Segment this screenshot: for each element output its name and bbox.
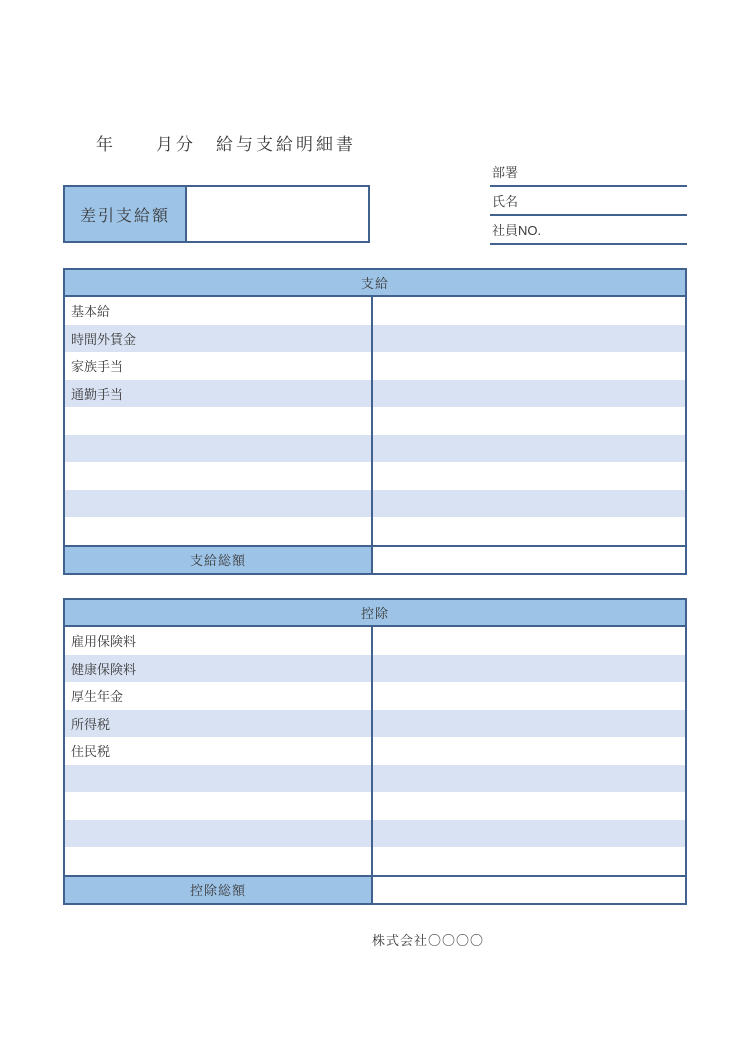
deduction-row-label: 所得税 [65, 710, 373, 738]
payment-row-label: 家族手当 [65, 352, 373, 380]
payment-row-label [65, 435, 373, 463]
payment-row-empty [65, 407, 685, 435]
deduction-row-empty [65, 792, 685, 820]
employee-info [490, 158, 687, 245]
deduction-row-value[interactable] [373, 655, 685, 683]
deduction-table [63, 598, 687, 905]
payment-total-value[interactable] [373, 547, 685, 573]
payment-row-label: 通勤手当 [65, 380, 373, 408]
payment-row-base-salary [65, 297, 685, 325]
deduction-row-health-insurance [65, 655, 685, 683]
payment-row-empty [65, 435, 685, 463]
payment-row-value[interactable] [373, 407, 685, 435]
deduction-row-label [65, 765, 373, 793]
deduction-row-pension [65, 682, 685, 710]
name-label: 氏名 [492, 194, 519, 209]
payment-row-value[interactable] [373, 517, 685, 545]
deduction-row-label [65, 847, 373, 875]
payment-row-overtime [65, 325, 685, 353]
employee-no-label: 社員NO. [492, 223, 542, 238]
deduction-row-empty [65, 765, 685, 793]
payment-row-value[interactable] [373, 462, 685, 490]
name-field [490, 187, 687, 216]
deduction-row-value[interactable] [373, 737, 685, 765]
deduction-row-value[interactable] [373, 710, 685, 738]
deduction-row-label: 雇用保険料 [65, 627, 373, 655]
payment-row-label [65, 407, 373, 435]
department-value[interactable] [518, 158, 687, 185]
employee-no-value[interactable] [541, 216, 687, 243]
payment-row-label [65, 490, 373, 518]
department-label: 部署 [492, 165, 519, 180]
payment-table [63, 268, 687, 575]
payment-row-label: 基本給 [65, 297, 373, 325]
deduction-row-resident-tax [65, 737, 685, 765]
deduction-total-row [65, 875, 685, 903]
payment-row-value[interactable] [373, 297, 685, 325]
payment-row-label [65, 517, 373, 545]
payment-row-empty [65, 490, 685, 518]
deduction-row-empty [65, 820, 685, 848]
name-value[interactable] [518, 187, 687, 214]
department-field [490, 158, 687, 187]
payment-row-family-allowance [65, 352, 685, 380]
payment-row-value[interactable] [373, 325, 685, 353]
payment-total-row [65, 545, 685, 573]
deduction-row-value[interactable] [373, 627, 685, 655]
deduction-row-value[interactable] [373, 847, 685, 875]
deduction-row-label: 厚生年金 [65, 682, 373, 710]
net-pay-label: 差引支給額 [65, 187, 187, 241]
company-name: 株式会社〇〇〇〇 [372, 933, 485, 948]
payment-row-empty [65, 462, 685, 490]
net-pay-value[interactable] [187, 187, 368, 241]
payment-row-label: 時間外賃金 [65, 325, 373, 353]
deduction-row-label [65, 792, 373, 820]
deduction-total-label: 控除総額 [65, 877, 373, 903]
employee-no-field [490, 216, 687, 245]
payment-row-commute-allowance [65, 380, 685, 408]
deduction-row-label: 住民税 [65, 737, 373, 765]
deduction-row-value[interactable] [373, 682, 685, 710]
page-title: 年 月分 給与支給明細書 [96, 135, 356, 154]
payment-table-header: 支給 [65, 270, 685, 297]
payment-row-value[interactable] [373, 352, 685, 380]
deduction-row-employment-insurance [65, 627, 685, 655]
payment-row-value[interactable] [373, 380, 685, 408]
payment-row-empty [65, 517, 685, 545]
deduction-row-label: 健康保険料 [65, 655, 373, 683]
net-pay-box [63, 185, 370, 243]
payment-row-label [65, 462, 373, 490]
payment-row-value[interactable] [373, 435, 685, 463]
deduction-total-value[interactable] [373, 877, 685, 903]
deduction-row-empty [65, 847, 685, 875]
payment-total-label: 支給総額 [65, 547, 373, 573]
deduction-row-label [65, 820, 373, 848]
deduction-row-value[interactable] [373, 792, 685, 820]
payment-row-value[interactable] [373, 490, 685, 518]
deduction-row-income-tax [65, 710, 685, 738]
deduction-row-value[interactable] [373, 765, 685, 793]
deduction-row-value[interactable] [373, 820, 685, 848]
deduction-table-header: 控除 [65, 600, 685, 627]
